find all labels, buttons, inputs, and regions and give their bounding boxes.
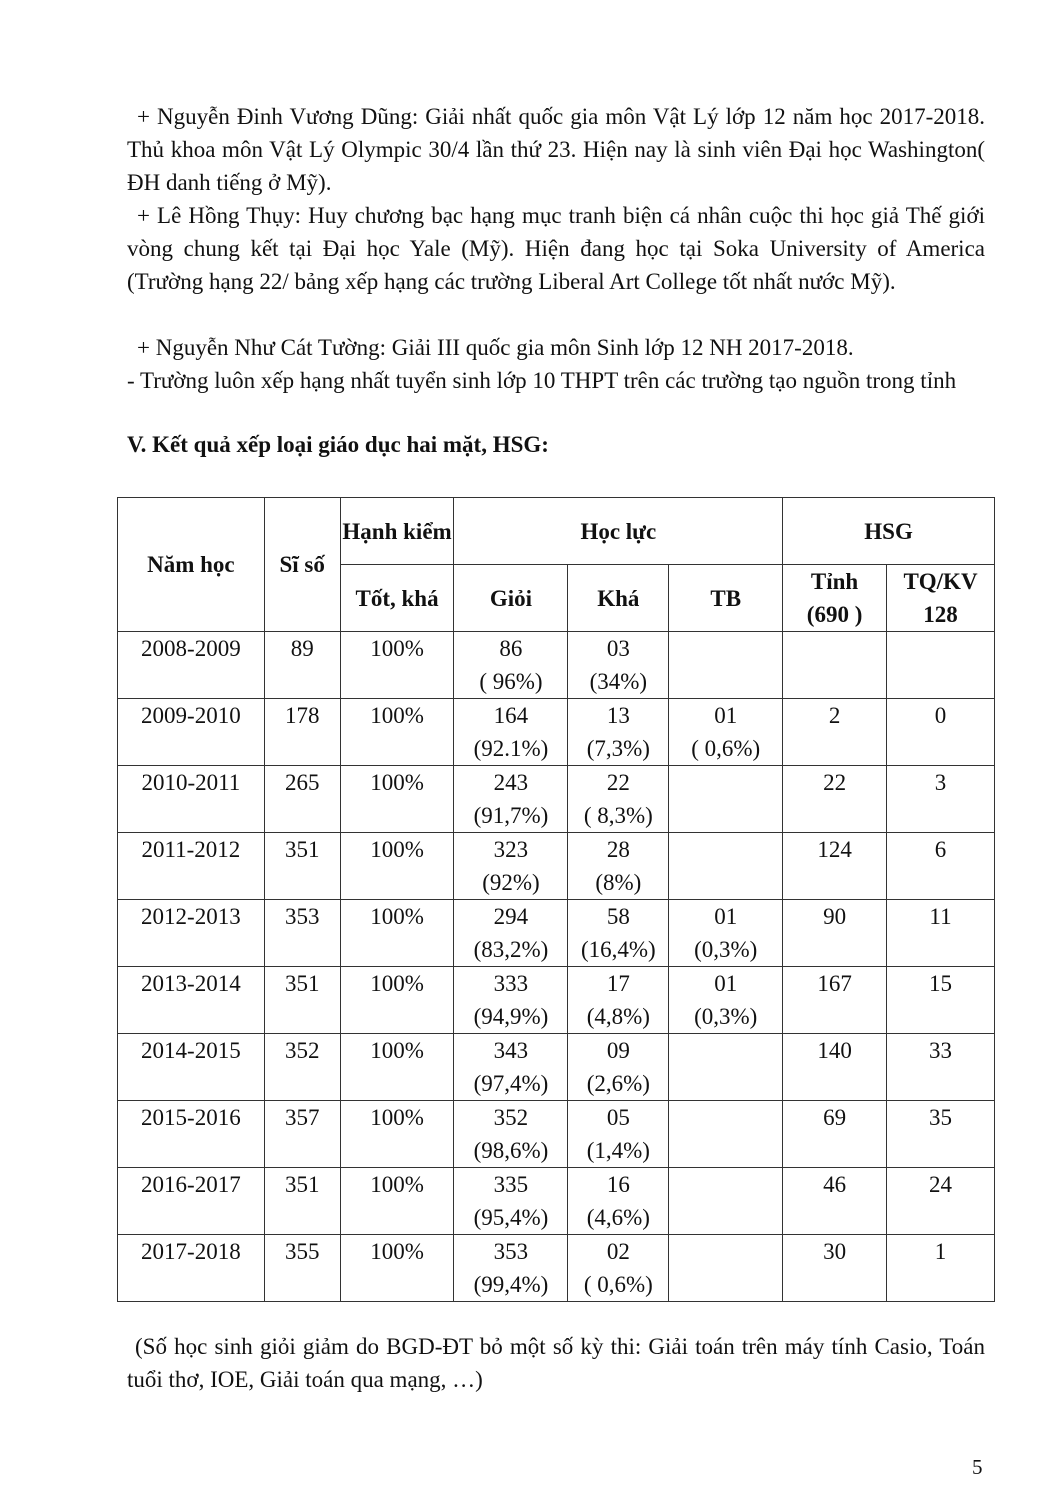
cell-size-size: 89 (290, 636, 314, 661)
cell-tq-tq: 1 (934, 1239, 947, 1264)
cell-tq (887, 766, 995, 833)
cell-kha-kha-pct: (16,4%) (580, 937, 656, 962)
table-row (118, 967, 995, 1034)
cell-size (264, 1235, 340, 1302)
cell-year (118, 699, 265, 766)
cell-gioi (454, 1235, 568, 1302)
cell-size-size: 357 (284, 1105, 320, 1130)
cell-gioi-gioi-pct: (92%) (482, 870, 540, 895)
cell-size-size: 351 (284, 837, 320, 862)
cell-year-year: 2008-2009 (141, 636, 241, 661)
cell-tq (887, 833, 995, 900)
cell-gioi-gioi: 353 (493, 1239, 529, 1264)
cell-tq (887, 1101, 995, 1168)
header-tinh-quota: (690 ) (806, 602, 863, 627)
cell-year-year: 2016-2017 (141, 1172, 241, 1197)
cell-conduct-conduct: 100% (370, 1038, 424, 1063)
cell-gioi (454, 1034, 568, 1101)
cell-size-size: 178 (284, 703, 320, 728)
cell-tinh-tinh: 22 (823, 770, 847, 795)
cell-tinh-tinh: 167 (817, 971, 852, 996)
cell-tq-tq: 0 (934, 703, 947, 728)
cell-tinh-tinh: 46 (823, 1172, 847, 1197)
cell-year-year: 2010-2011 (141, 770, 241, 795)
cell-tq (887, 632, 995, 699)
cell-tinh (783, 632, 887, 699)
cell-size-size: 351 (284, 971, 320, 996)
cell-kha (568, 1034, 669, 1101)
cell-tinh-tinh: 2 (828, 703, 841, 728)
cell-tq (887, 900, 995, 967)
cell-tq-tq: 6 (934, 837, 947, 862)
header-size: Sĩ số (264, 498, 340, 632)
table-row (118, 1235, 995, 1302)
cell-size (264, 699, 340, 766)
cell-gioi-gioi-pct: ( 96%) (479, 669, 543, 694)
cell-gioi-gioi: 294 (493, 904, 529, 929)
cell-tq (887, 1168, 995, 1235)
cell-gioi (454, 1101, 568, 1168)
cell-kha (568, 766, 669, 833)
cell-gioi-gioi-pct: (91,7%) (473, 803, 549, 828)
table-row (118, 900, 995, 967)
header-gioi: Giỏi (454, 565, 568, 632)
cell-tinh (783, 1168, 887, 1235)
cell-conduct (340, 1034, 454, 1101)
cell-conduct (340, 1235, 454, 1302)
cell-conduct (340, 1168, 454, 1235)
cell-kha-kha-pct: (1,4%) (586, 1138, 650, 1163)
cell-tinh-tinh: 30 (823, 1239, 847, 1264)
cell-tq-tq: 35 (929, 1105, 952, 1130)
cell-conduct (340, 1101, 454, 1168)
cell-gioi-gioi: 164 (493, 703, 529, 728)
cell-tq (887, 699, 995, 766)
cell-year (118, 967, 265, 1034)
cell-tb-tb-pct: (0,3%) (694, 1004, 758, 1029)
cell-size (264, 1034, 340, 1101)
cell-tq-tq: 11 (929, 904, 952, 929)
cell-tinh-tinh: 124 (817, 837, 852, 862)
cell-year-year: 2017-2018 (141, 1239, 241, 1264)
cell-gioi (454, 1168, 568, 1235)
header-tq-quota: 128 (923, 602, 958, 627)
cell-gioi (454, 900, 568, 967)
cell-kha-kha-pct: (8%) (595, 870, 642, 895)
cell-conduct-conduct: 100% (370, 1172, 424, 1197)
page-number: 5 (972, 1455, 983, 1479)
cell-gioi-gioi-pct: (94,9%) (473, 1004, 549, 1029)
cell-tb (669, 632, 783, 699)
cell-tb (669, 699, 783, 766)
cell-year (118, 833, 265, 900)
cell-gioi (454, 699, 568, 766)
cell-tb (669, 1168, 783, 1235)
cell-gioi-gioi: 343 (493, 1038, 529, 1063)
cell-gioi-gioi-pct: (98,6%) (473, 1138, 549, 1163)
cell-conduct (340, 900, 454, 967)
cell-kha (568, 1101, 669, 1168)
cell-size-size: 353 (284, 904, 320, 929)
cell-tb-tb: 01 (714, 904, 738, 929)
achievement-paragraph: + Nguyễn Đinh Vương Dũng: Giải nhất quốc gia môn Vật Lý lớp 12 năm học 2017-2018. Thủ khoa môn Vật Lý Olympic 30/4 lần thứ 23. Hiện nay là sinh viên Đại học Washington( ĐH danh tiếng ở Mỹ). (127, 104, 985, 195)
cell-kha (568, 967, 669, 1034)
table-row (118, 833, 995, 900)
header-tinh (783, 565, 887, 632)
cell-conduct (340, 766, 454, 833)
cell-tinh (783, 967, 887, 1034)
cell-conduct-conduct: 100% (370, 1105, 424, 1130)
cell-tq (887, 1034, 995, 1101)
cell-kha-kha: 09 (606, 1038, 630, 1063)
cell-kha-kha: 02 (606, 1239, 630, 1264)
ranking-paragraph: - Trường luôn xếp hạng nhất tuyển sinh lớp 10 THPT trên các trường tạo nguồn trong tỉnh (127, 368, 957, 393)
cell-conduct (340, 833, 454, 900)
cell-tb-tb: 01 (714, 971, 738, 996)
cell-year (118, 1168, 265, 1235)
cell-gioi-gioi: 333 (493, 971, 529, 996)
header-conduct-good: Tốt, khá (340, 565, 454, 632)
cell-size-size: 355 (284, 1239, 320, 1264)
cell-tinh (783, 833, 887, 900)
cell-conduct (340, 699, 454, 766)
cell-kha-kha: 03 (606, 636, 630, 661)
cell-tinh (783, 900, 887, 967)
cell-conduct-conduct: 100% (370, 971, 424, 996)
cell-year-year: 2015-2016 (141, 1105, 241, 1130)
cell-size (264, 1168, 340, 1235)
cell-tq-tq: 15 (929, 971, 952, 996)
header-academic: Học lực (454, 498, 783, 565)
cell-kha (568, 900, 669, 967)
table-row (118, 1101, 995, 1168)
cell-tinh (783, 1101, 887, 1168)
achievement-paragraph: + Nguyễn Như Cát Tường: Giải III quốc gia môn Sinh lớp 12 NH 2017-2018. (137, 335, 854, 360)
cell-year-year: 2012-2013 (141, 904, 241, 929)
achievement-paragraph: + Lê Hồng Thụy: Huy chương bạc hạng mục tranh biện cá nhân cuộc thi học giả Thế giới vòng chung kết tại Đại học Yale (Mỹ). Hiện đang học tại Soka University of America (Trường hạng 22/ bảng xếp hạng các trường Liberal Art College tốt nhất nước Mỹ). (127, 203, 985, 294)
cell-conduct-conduct: 100% (370, 1239, 424, 1264)
cell-conduct (340, 632, 454, 699)
results-table-body (118, 632, 995, 1302)
cell-tinh (783, 1034, 887, 1101)
cell-tq-tq: 33 (929, 1038, 952, 1063)
cell-kha-kha: 58 (606, 904, 630, 929)
cell-tb (669, 1235, 783, 1302)
cell-gioi-gioi: 86 (499, 636, 523, 661)
header-kha: Khá (568, 565, 669, 632)
cell-year-year: 2013-2014 (141, 971, 241, 996)
cell-kha (568, 833, 669, 900)
results-table (117, 497, 995, 1302)
cell-tinh-tinh: 90 (823, 904, 847, 929)
cell-tinh-tinh: 140 (817, 1038, 852, 1063)
cell-gioi-gioi-pct: (97,4%) (473, 1071, 549, 1096)
cell-size (264, 766, 340, 833)
cell-gioi-gioi-pct: (95,4%) (473, 1205, 549, 1230)
cell-kha (568, 632, 669, 699)
cell-kha-kha-pct: ( 0,6%) (583, 1272, 653, 1297)
cell-size (264, 967, 340, 1034)
header-tq (887, 565, 995, 632)
cell-year-year: 2009-2010 (141, 703, 241, 728)
header-tinh-label: Tỉnh (810, 569, 859, 594)
section-heading: V. Kết quả xếp loại giáo dục hai mặt, HSG: (127, 432, 549, 457)
table-row (118, 699, 995, 766)
cell-year (118, 1235, 265, 1302)
footnote: (Số học sinh giỏi giảm do BGD-ĐT bỏ một số kỳ thi: Giải toán trên máy tính Casio, Toán tuổi thơ, IOE, Giải toán qua mạng, …) (127, 1334, 985, 1392)
cell-size-size: 351 (284, 1172, 320, 1197)
cell-year (118, 766, 265, 833)
cell-size (264, 1101, 340, 1168)
cell-tq (887, 1235, 995, 1302)
cell-gioi-gioi: 323 (493, 837, 529, 862)
cell-kha-kha-pct: (4,6%) (586, 1205, 650, 1230)
cell-conduct-conduct: 100% (370, 703, 424, 728)
table-row (118, 1168, 995, 1235)
cell-gioi-gioi: 335 (493, 1172, 529, 1197)
cell-gioi (454, 967, 568, 1034)
cell-year (118, 1101, 265, 1168)
table-row (118, 766, 995, 833)
header-tb: TB (669, 565, 783, 632)
cell-kha (568, 699, 669, 766)
cell-size-size: 352 (284, 1038, 320, 1063)
cell-tb-tb: 01 (714, 703, 738, 728)
cell-tq-tq: 24 (929, 1172, 952, 1197)
table-row (118, 1034, 995, 1101)
cell-kha-kha: 28 (606, 837, 630, 862)
cell-kha-kha: 13 (606, 703, 630, 728)
cell-size (264, 632, 340, 699)
cell-gioi-gioi: 352 (493, 1105, 529, 1130)
cell-size-size: 265 (284, 770, 320, 795)
cell-kha-kha: 05 (606, 1105, 630, 1130)
cell-gioi (454, 833, 568, 900)
cell-tb (669, 900, 783, 967)
cell-size (264, 900, 340, 967)
cell-conduct-conduct: 100% (370, 636, 424, 661)
cell-gioi-gioi: 243 (493, 770, 529, 795)
cell-year (118, 900, 265, 967)
cell-tb-tb-pct: ( 0,6%) (691, 736, 761, 761)
cell-tinh (783, 699, 887, 766)
cell-kha-kha-pct: (34%) (589, 669, 648, 694)
cell-tq-tq: 3 (934, 770, 947, 795)
cell-tb (669, 766, 783, 833)
header-hsg: HSG (783, 498, 995, 565)
cell-tinh-tinh: 69 (823, 1105, 847, 1130)
cell-kha-kha-pct: (4,8%) (586, 1004, 650, 1029)
cell-kha-kha-pct: ( 8,3%) (583, 803, 653, 828)
cell-kha-kha: 22 (606, 770, 630, 795)
cell-kha-kha: 17 (606, 971, 630, 996)
cell-kha-kha: 16 (606, 1172, 630, 1197)
cell-year-year: 2014-2015 (141, 1038, 241, 1063)
cell-tb (669, 833, 783, 900)
header-conduct: Hạnh kiểm (340, 498, 454, 565)
table-row (118, 632, 995, 699)
cell-conduct-conduct: 100% (370, 770, 424, 795)
cell-kha-kha-pct: (7,3%) (586, 736, 650, 761)
cell-gioi (454, 766, 568, 833)
cell-tb (669, 1034, 783, 1101)
cell-year (118, 632, 265, 699)
cell-gioi-gioi-pct: (92.1%) (473, 736, 549, 761)
cell-year-year: 2011-2012 (141, 837, 241, 862)
cell-tq (887, 967, 995, 1034)
cell-gioi-gioi-pct: (99,4%) (473, 1272, 549, 1297)
cell-tinh (783, 766, 887, 833)
cell-tb (669, 967, 783, 1034)
header-tq-label: TQ/KV (903, 569, 978, 594)
cell-gioi (454, 632, 568, 699)
cell-size (264, 833, 340, 900)
cell-year (118, 1034, 265, 1101)
cell-tb (669, 1101, 783, 1168)
cell-kha (568, 1168, 669, 1235)
cell-kha (568, 1235, 669, 1302)
cell-conduct (340, 967, 454, 1034)
header-year: Năm học (118, 498, 265, 632)
cell-gioi-gioi-pct: (83,2%) (473, 937, 549, 962)
cell-conduct-conduct: 100% (370, 904, 424, 929)
cell-tb-tb-pct: (0,3%) (694, 937, 758, 962)
cell-tinh (783, 1235, 887, 1302)
cell-kha-kha-pct: (2,6%) (586, 1071, 650, 1096)
cell-conduct-conduct: 100% (370, 837, 424, 862)
